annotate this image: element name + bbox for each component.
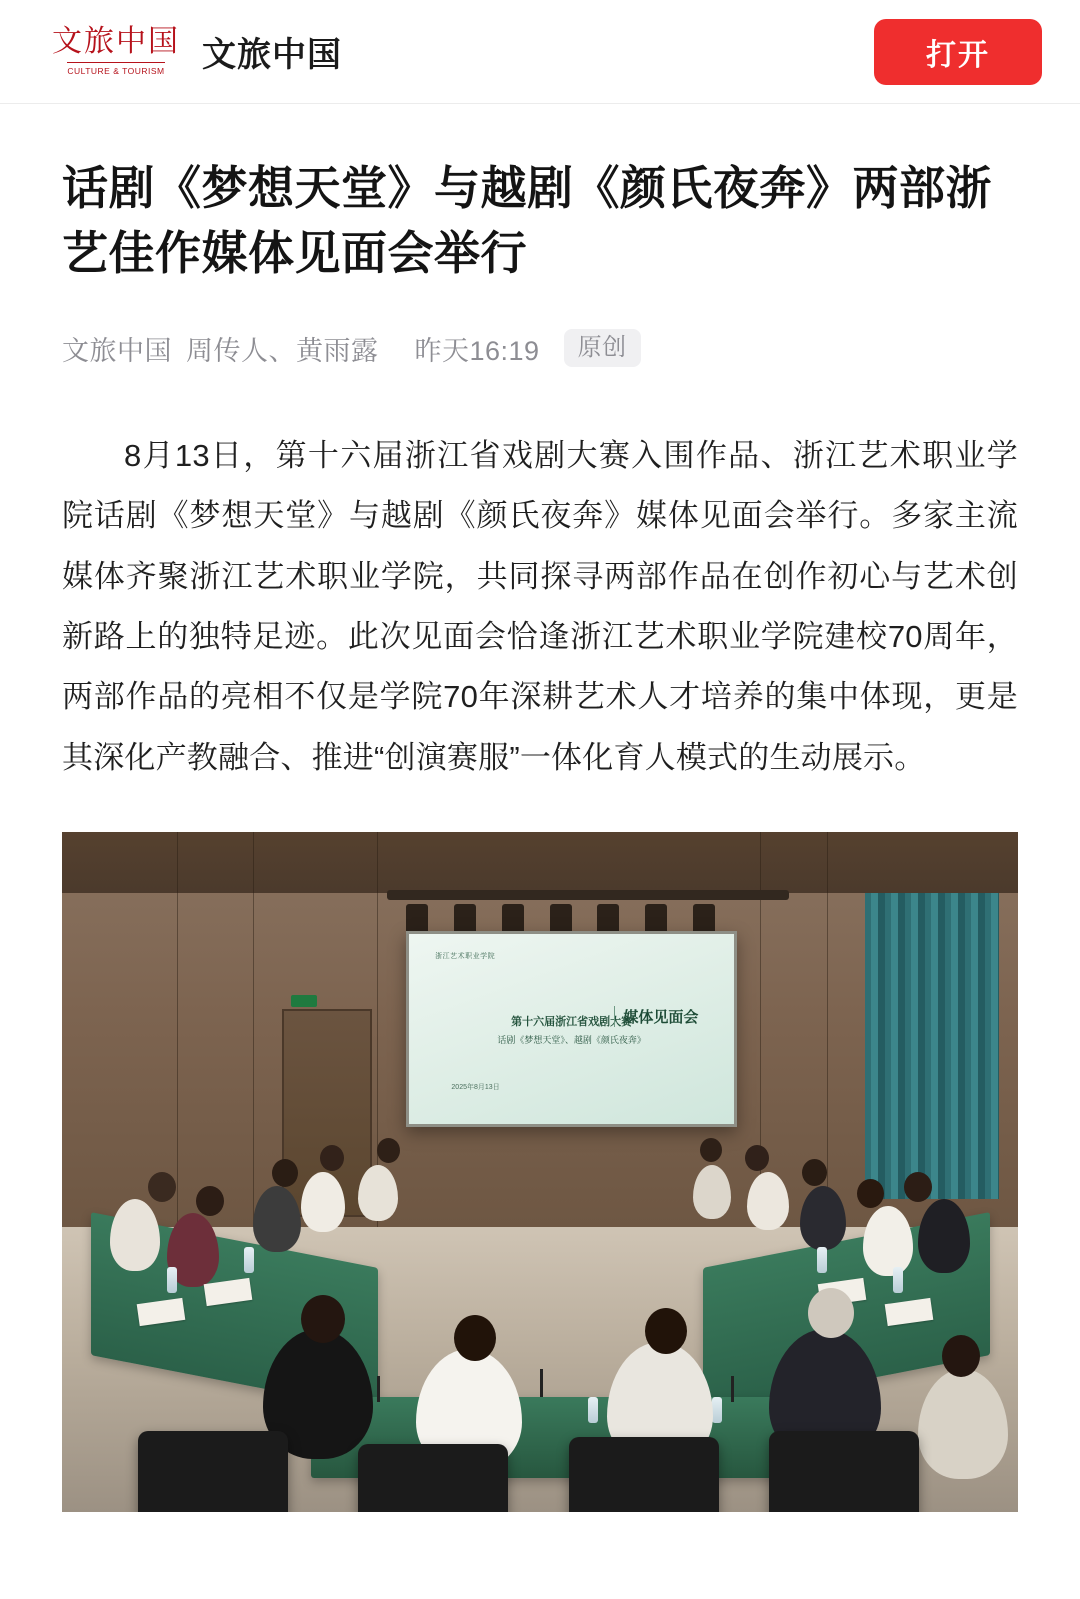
logo-english-text: CULTURE & TOURISM	[67, 62, 164, 76]
attendee-head	[272, 1159, 298, 1187]
status-badge: 原创	[564, 329, 641, 367]
attendee-head	[700, 1138, 722, 1162]
screen-line-2: 话剧《梦想天堂》、越剧《颜氏夜奔》	[497, 1035, 646, 1046]
screen-line-1: 第十六届浙江省戏剧大赛	[511, 1014, 633, 1028]
foreground-attendee-head	[454, 1315, 496, 1361]
app-title: 文旅中国	[202, 36, 342, 74]
meta-timestamp: 昨天16:19	[414, 335, 540, 366]
microphone-icon	[377, 1376, 380, 1402]
exit-sign-icon	[291, 995, 317, 1007]
article-photo	[62, 832, 1018, 1512]
stage-lamp-icon	[454, 904, 476, 934]
attendee-head	[196, 1186, 224, 1216]
water-bottle	[167, 1267, 177, 1293]
screen-headline: 媒体见面会	[614, 1006, 698, 1027]
stage-lamp-icon	[406, 904, 428, 934]
water-bottle	[712, 1397, 722, 1423]
water-bottle	[893, 1267, 903, 1293]
water-bottle	[817, 1247, 827, 1273]
meta-source: 文旅中国	[62, 335, 172, 366]
ceiling	[62, 832, 1018, 893]
chair	[769, 1431, 919, 1513]
article-paragraph: 8月13日，第十六届浙江省戏剧大赛入围作品、浙江艺术职业学院话剧《梦想天堂》与越剧《颜氏夜奔》媒体见面会举行。多家主流媒体齐聚浙江艺术职业学院，共同探寻两部作品在创作初心与艺术创新路上的独特足迹。此次见面会恰逢浙江艺术职业学院建校70周年，两部作品的亮相不仅是学院70年深耕艺术人才培养的集中体现，更是其深化产教融合、推进“创演赛服”一体化育人模式的生动展示。	[62, 437, 1018, 775]
logo-chinese-text: 文旅中国	[52, 24, 180, 59]
window-curtain	[865, 893, 999, 1199]
foreground-attendee-head	[942, 1335, 980, 1377]
stage-lamp-icon	[502, 904, 524, 934]
photo-scene	[62, 832, 1018, 1512]
article-meta	[62, 329, 1018, 368]
attendee	[747, 1172, 789, 1230]
water-bottle	[588, 1397, 598, 1423]
stage-lamp-icon	[645, 904, 667, 934]
lighting-truss	[387, 890, 789, 900]
presentation-screen	[406, 931, 737, 1127]
culture-tourism-logo-icon	[52, 19, 180, 85]
attendee	[110, 1199, 160, 1271]
meta-authors: 周传人、黄雨露	[186, 335, 379, 366]
page-title: 话剧《梦想天堂》与越剧《颜氏夜奔》两部浙艺佳作媒体见面会举行	[62, 162, 992, 280]
water-bottle	[244, 1247, 254, 1273]
microphone-icon	[731, 1376, 734, 1402]
chair	[358, 1444, 508, 1512]
chair	[569, 1437, 719, 1512]
stage-lamp-icon	[693, 904, 715, 934]
article-container	[0, 156, 1080, 1512]
stage-lamp-icon	[597, 904, 619, 934]
chair	[138, 1431, 288, 1513]
screen-org-logo: 浙江艺术职业学院	[435, 952, 496, 960]
attendee-head	[320, 1145, 344, 1171]
app-header	[0, 0, 1080, 104]
microphone-icon	[540, 1369, 543, 1397]
foreground-attendee-head	[808, 1288, 854, 1338]
foreground-attendee-head	[301, 1295, 345, 1343]
attendee-head	[802, 1159, 827, 1186]
open-app-button[interactable]: 打开	[874, 19, 1042, 85]
screen-date: 2025年8月13日	[451, 1083, 500, 1091]
stage-lamp-icon	[550, 904, 572, 934]
